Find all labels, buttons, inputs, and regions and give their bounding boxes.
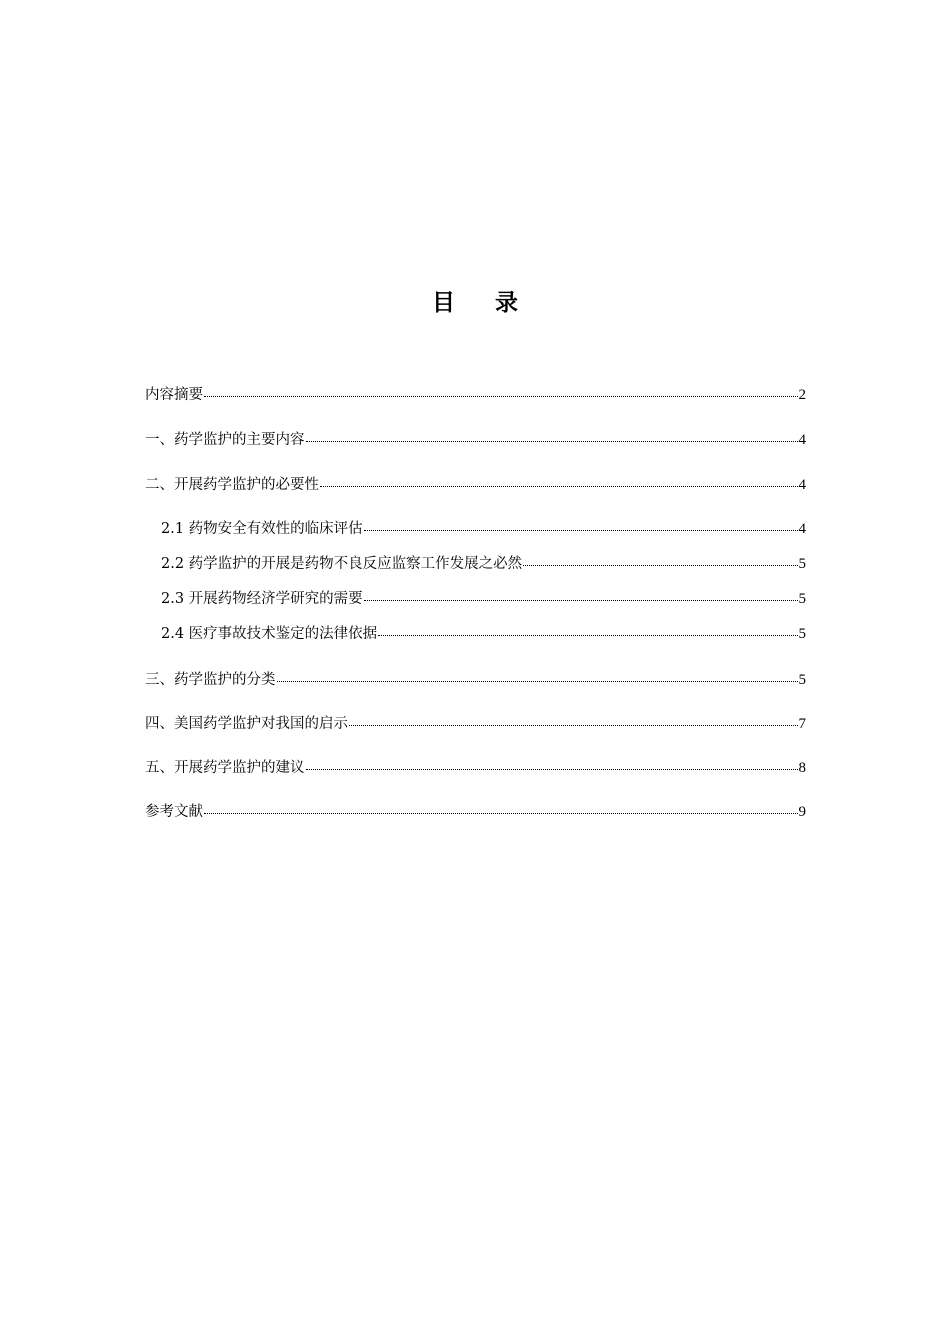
toc-dot-leader [306, 440, 798, 442]
toc-entry-label: 四、美国药学监护对我国的启示 [145, 716, 348, 732]
toc-dot-leader [204, 812, 798, 814]
toc-entry-page: 4 [798, 521, 806, 537]
toc-dot-leader [364, 599, 798, 601]
toc-entry-page: 5 [798, 591, 806, 607]
toc-subentry[interactable] [161, 589, 806, 609]
toc-entry[interactable] [145, 802, 806, 822]
toc-entry-label: 2.2 药学监护的开展是药物不良反应监察工作发展之必然 [161, 556, 523, 572]
toc-entry-page: 7 [798, 716, 806, 732]
toc-entry-label: 2.3 开展药物经济学研究的需要 [161, 591, 363, 607]
toc-entry-page: 5 [798, 626, 806, 642]
toc-subentry[interactable] [161, 624, 806, 644]
toc-entry-label: 五、开展药学监护的建议 [145, 760, 305, 776]
toc-dot-leader [364, 529, 798, 531]
toc-entry-label: 内容摘要 [145, 387, 203, 403]
toc-entry-page: 5 [798, 556, 806, 572]
toc-subentry[interactable] [161, 554, 806, 574]
toc-entry-page: 2 [798, 387, 806, 403]
toc-dot-leader [306, 768, 798, 770]
toc-dot-leader [320, 485, 798, 487]
toc-entry[interactable] [145, 670, 806, 690]
toc-entry-page: 4 [798, 477, 806, 493]
toc-entry[interactable] [145, 758, 806, 778]
toc-entry[interactable] [145, 430, 806, 450]
toc-entry[interactable] [145, 475, 806, 495]
toc-entry[interactable] [145, 714, 806, 734]
toc-dot-leader [523, 564, 797, 566]
toc-entry-label: 三、药学监护的分类 [145, 672, 276, 688]
toc-entry[interactable] [145, 385, 806, 405]
toc-dot-leader [378, 634, 797, 636]
toc-title: 目 录 [431, 289, 534, 316]
toc-dot-leader [349, 724, 798, 726]
toc-entry-label: 参考文献 [145, 804, 203, 820]
toc-entry-page: 4 [798, 432, 806, 448]
toc-subentry[interactable] [161, 519, 806, 539]
toc-entry-label: 2.4 医疗事故技术鉴定的法律依据 [161, 626, 378, 642]
toc-entry-page: 9 [798, 804, 806, 820]
toc-entry-page: 5 [798, 672, 806, 688]
toc-dot-leader [204, 395, 798, 397]
toc-entry-page: 8 [798, 760, 806, 776]
toc-entry-label: 2.1 药物安全有效性的临床评估 [161, 521, 363, 537]
toc-entry-label: 一、药学监护的主要内容 [145, 432, 305, 448]
toc-dot-leader [277, 680, 798, 682]
toc-entry-label: 二、开展药学监护的必要性 [145, 477, 319, 493]
